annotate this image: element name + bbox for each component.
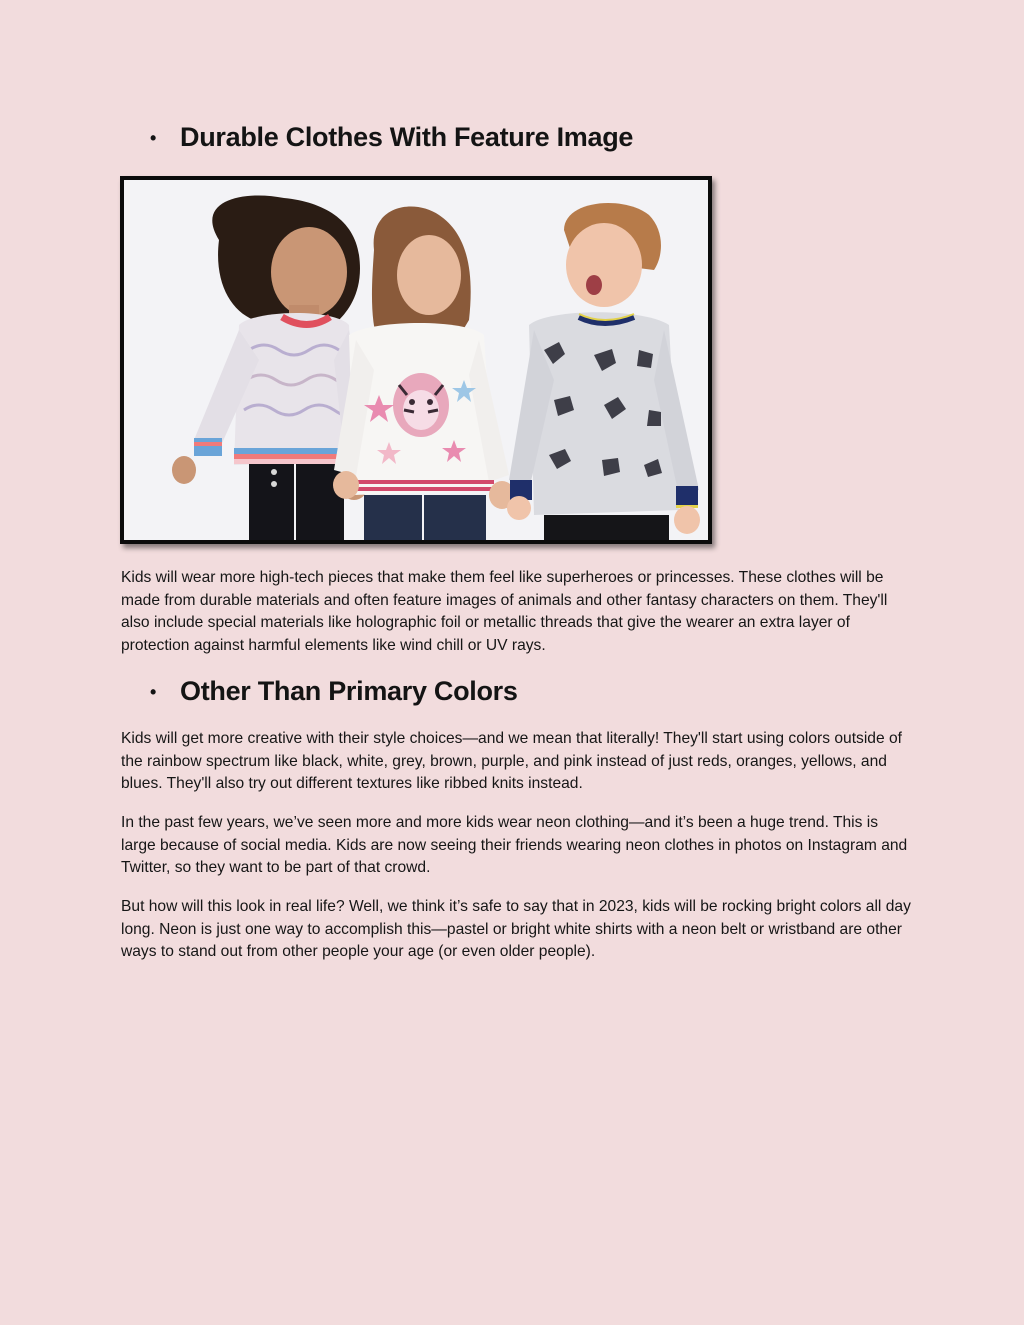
paragraph: In the past few years, we’ve seen more and more kids wear neon clothing—and it’s been a huge trend. This is large because of social media. Kids are now seeing their friends wearing neon clothes in photos on Instagram and Twitter, so they want to be part of that crowd. <box>121 814 908 876</box>
feature-photo <box>120 176 712 544</box>
paragraph: Kids will get more creative with their style choices—and we mean that literally! They'll start using colors outside of the rainbow spectrum like black, white, grey, brown, purple, and pink instead of just reds, oranges, yellows, and blues. They'll also try out different textures like ribbed knits instead. <box>121 730 902 792</box>
photo-three-kids-icon <box>124 180 708 540</box>
section-heading-durable-clothes <box>150 122 633 153</box>
paragraph: But how will this look in real life? Well, we think it’s safe to say that in 2023, kids will be rocking bright colors all day long. Neon is just one way to accomplish this—pastel or bright white shirts with a neon belt or wristband are other ways to stand out from other people your age (or even older people). <box>121 898 911 960</box>
section-heading-other-colors <box>150 676 518 707</box>
heading-text: Other Than Primary Colors <box>180 676 518 706</box>
heading-text: Durable Clothes With Feature Image <box>180 122 634 152</box>
bullet: • <box>150 127 157 148</box>
bullet: • <box>150 681 157 702</box>
paragraph: Kids will wear more high-tech pieces that make them feel like superheroes or princesses. These clothes will be made from durable materials and often feature images of animals and other fantasy characters on them. They'll also include special materials like holographic foil or metallic threads that give the wearer an extra layer of protection against harmful elements like wind chill or UV rays. <box>121 569 888 654</box>
